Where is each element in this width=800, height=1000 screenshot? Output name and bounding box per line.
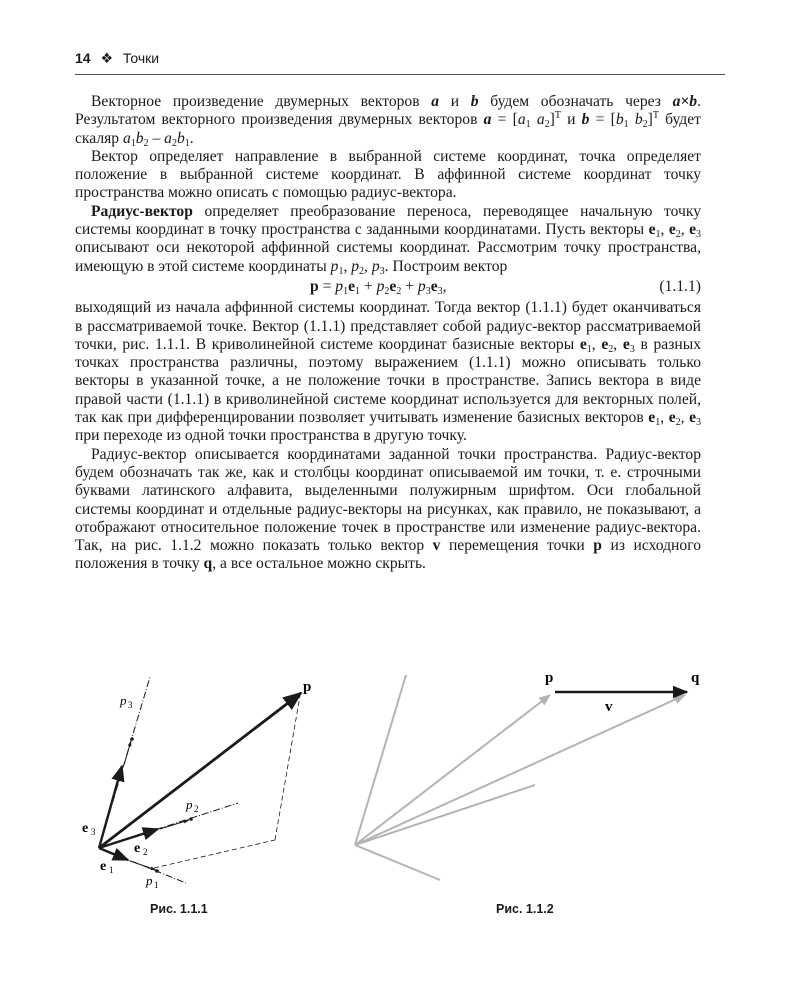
gray-axis-up [355,675,406,845]
label-p: p [303,679,312,695]
arrow-p3-component [124,741,131,765]
label-e3-sub: 3 [91,827,96,837]
page-number: 14 [75,50,91,66]
label-p1: p [146,873,153,888]
section-title: Точки [122,50,160,66]
paragraph-1: Векторное произведение двумерных векторов a и b будем обозначать через a×b. Результатом векторного произведения двумерных векторов $a = [a_1$ $a_2]^T$ и $b = [b_1$ $b_2]^T$ будет скаляр $a_1b_2 - a_2b_1$. [75,93,701,149]
gray-axis-down [355,845,440,880]
page-header [75,50,725,72]
label-q: q [691,670,700,686]
vector-e3 [99,766,122,848]
label-e3: e [82,821,89,836]
body-text [75,93,701,574]
label-e1: e [100,859,107,874]
caption-fig-1-1-2: Рис. 1.1.2 [496,902,554,916]
label-p2-sub: 2 [194,804,199,814]
figure-1-1-2 [345,665,715,900]
arrow-p1-component [130,861,156,870]
paragraph-4: выходящий из начала аффинной системы координат. Тогда вектор (1.1.1) будет оканчиваться в рассматриваемой точке. Вектор (1.1.1) представляет собой радиус-вектор рассматриваемой точки, рис. 1.1.1. В криволинейной системе координат базисные векторы $e_1$, $e_2$, $e_3$ в разных точках пространства различны, поэтому выражением (1.1.1) можно описывать только векторы в указанной точке, а не положение точки в пространстве. Запись вектора в виде правой части (1.1.1) в криволинейной системе координат используется для векторных полей, так как при дифференцировании позволяет учитывать изменение базисных векторов $e_1$, $e_2$, $e_3$ при переходе из одной точки пространства в другую точку. [75,299,702,445]
caption-fig-1-1-1: Рис. 1.1.1 [150,902,208,916]
gray-axis-right [355,785,535,845]
formula-1-1-1: $p = p_1e_1 + p_2e_2 + p_3e_3$, (1.1.1) [310,277,701,297]
construction-line-1 [154,840,275,868]
construction-line-2 [275,690,301,840]
arrow-p2-component [160,820,189,829]
label-e2-sub: 2 [143,847,148,857]
figure-1-1-1 [70,665,360,900]
vector-e2 [99,829,158,848]
label-e1-sub: 1 [109,865,114,875]
label-e2: e [134,841,141,856]
label-p1-sub: 1 [154,880,159,890]
ornament-icon: ❖ [100,50,114,66]
point-p2 [189,817,193,821]
label-p: p [545,670,554,686]
formula-number: (1.1.1) [659,277,701,295]
radius-vector-p [99,693,301,848]
label-p3: p [120,693,127,708]
header-rule [75,74,725,75]
point-p1 [155,869,159,873]
paragraph-5: Радиус-вектор описывается координатами заданной точки пространства. Радиус-вектор будем обозначать так же, как и столбцы координат описываемой им точки, т. е. строчными буквами латинского алфавита, выделенными полужирным шрифтом. Оси глобальной системы координат и отдельные радиус-векторы на рисунках, как правило, не показывают, а отображают относительное положение точек в пространстве или изменение радиус-вектора. Так, на рис. 1.1.2 можно показать только вектор v перемещения точки p из исходного положения в точку q, а все остальное можно скрыть. [75,445,701,573]
label-v: v [605,699,613,715]
paragraph-2: Вектор определяет направление в выбранной системе координат, точка определяет положение в выбранной системе координат. В аффинной системе координат точку пространства можно описать с помощью радиус-вектора. [75,147,701,202]
point-p3 [130,737,134,741]
label-p2: p [186,797,193,812]
paragraph-3: Радиус-вектор определяет преобразование переноса, переводящее начальную точку системы координат в точку пространства с заданными координатами. Пусть векторы $e_1$, $e_2$, $e_3$ описывают оси некоторой аффинной системы координат. Рассмотрим точку пространства, имеющую в этой системе координаты $p_1$, $p_2$, $p_3$. Построим вектор [75,202,702,277]
label-p3-sub: 3 [128,700,133,710]
